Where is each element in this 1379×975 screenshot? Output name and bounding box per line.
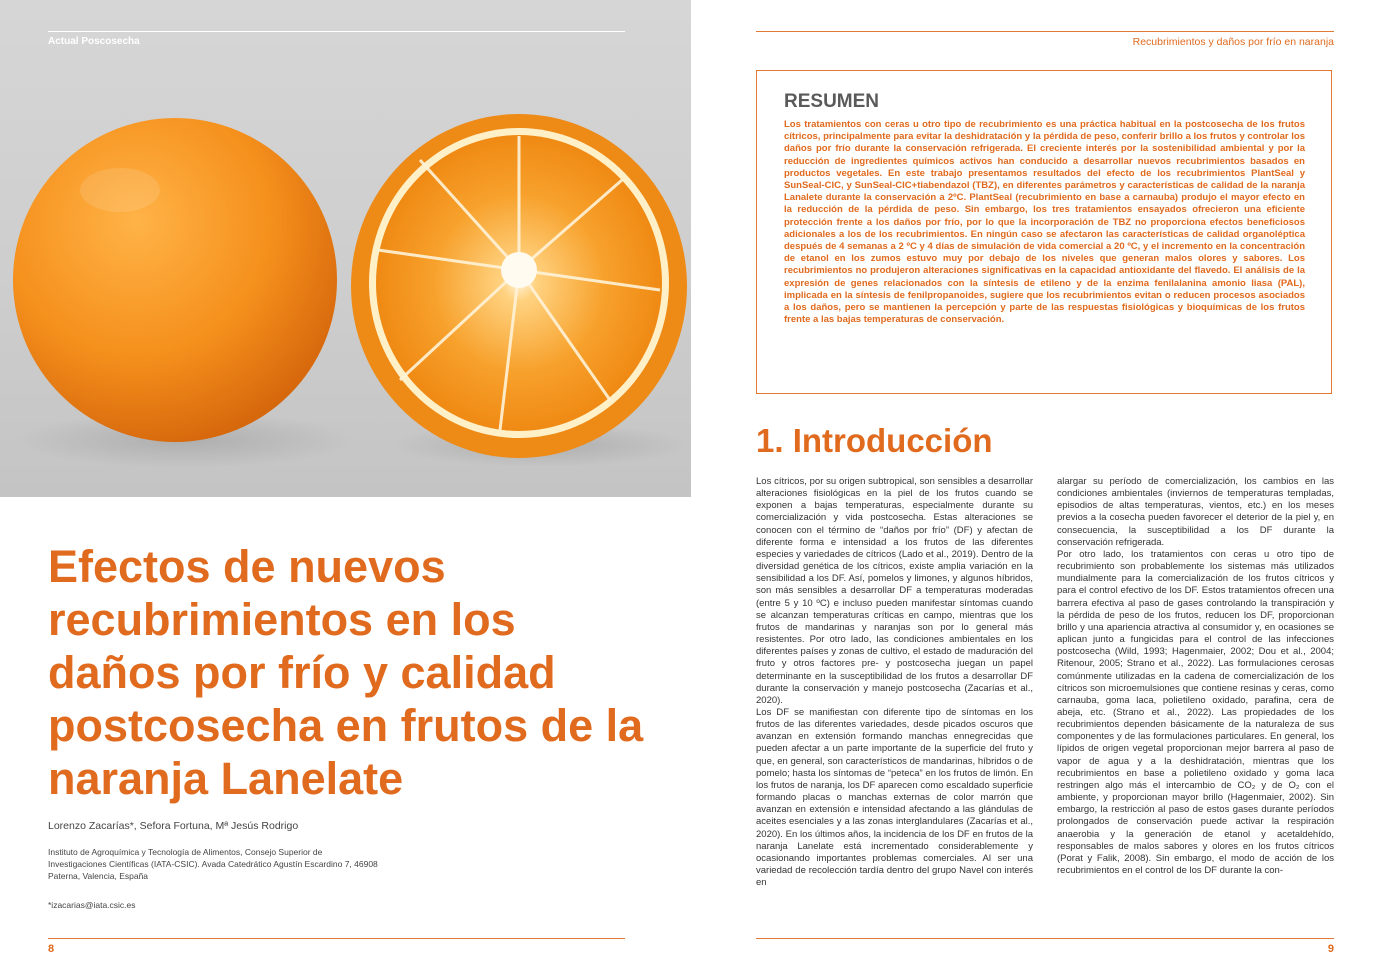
running-header <box>756 31 1334 48</box>
abstract-text: Los tratamientos con ceras u otro tipo de recubrimiento es una práctica habitual en la postcosecha de los frutos cítricos, principalmente para evitar la deshidratación y la pérdida de peso, conferir brillo a los frutos y controlar los daños por frío durante la conservación refrigerada. El creciente interés por la sostenibilidad ambiental y por la reducción de ingredientes químicos activos han conducido a desarrollar nuevos recubrimientos basados en productos vegetales. En este trabajo presentamos resultados del efecto de los recubrimientos PlantSeal y SunSeal-CIC, y SunSeal-CIC+tiabendazol (TBZ), en diferentes parámetros y características de calidad de la naranja Lanalete durante la conservación a 2ºC. PlantSeal (recubrimiento en base a carnauba) produjo el mayor efecto en la reducción de la pérdida de peso. Sin embargo, los tres tratamientos ensayados ofrecieron una eficiente protección frente a los daños por frío, por lo que la incorporación de TBZ no proporciona efectos beneficiosos adicionales a los de los recubrimientos. En ningún caso se afectaron las características de calidad organoléptica después de 4 semanas a 2 ºC y 4 días de simulación de vida comercial a 20 ºC, y el incremento en la concentración de etanol en los zumos estuvo muy por debajo de los niveles que generan malos olores y sabores. Los recubrimientos no produjeron alteraciones significativas en la capacidad antioxidante del flavedo. El análisis de la expresión de genes relacionados con la síntesis de etileno y de la enzima fenilalanina amonio liasa (PAL), implicada en la síntesis de fenilpropanoides, sugiere que los recubrimientos evitan o reducen procesos asociados a los daños, pero se mantienen la percepción y parte de las respuestas fisiológicas y bioquímicas de los frutos frente a las bajas temperaturas de conservación. <box>784 119 1305 326</box>
paragraph: Los DF se manifiestan con diferente tipo de síntomas en los frutos de las diferentes variedades, desde picados oscuros que avanzan en extensión formando manchas ennegrecidas que pueden afectar a un parte importante de la superficie del fruto y que, en general, son característicos de mandarinas, híbridos o de pomelo; hasta los síntomas de “peteca” en los frutos de limón. En los frutos de naranja, los DF aparecen como escaldado superficie formando placas o manchas externas de color marrón que avanzan en extensión e intensidad afectando a las glándulas de aceites esenciales y a las zonas interglandulares (Zacarías et al., 2020). En los últimos años, la incidencia de los DF en frutos de la naranja Lanelate está incrementado considerablemente y ocasionando importantes problemas comerciales. Al ser una variedad de recolección tardía dentro del grupo Navel con interés en <box>756 706 1033 889</box>
footer-rule-right <box>756 938 1334 939</box>
article-title: Efectos de nuevos recubrimientos en los daños por frío y calidad postcosecha en frutos de la naranja Lanelate <box>48 541 644 804</box>
paragraph: Los cítricos, por su origen subtropical, son sensibles a desarrollar alteraciones fisiológicas en la piel de los frutos cuando se exponen a bajas temperaturas, especialmente durante su comercialización y vida postcosecha. Estas alteraciones se conocen con el término de “daños por frío” (DF) y afectan de diferente forma e intensidad a los frutos de las diferentes especies y variedades de cítricos (Lado et al., 2019). Dentro de la diversidad genética de los cítricos, existe amplia variación en la sensibilidad a los DF. Así, pomelos y limones, y algunos híbridos, son más sensibles a desarrollar DF a temperaturas moderadas (entre 5 y 10 ºC) e incluso pueden manifestar síntomas cuando se alcanzan temperaturas críticas en campo, mientras que los frutos de mandarinas y naranjas son por lo general más resistentes. Por otro lado, las condiciones ambientales en los diferentes países y zonas de cultivo, el estado de maduración del fruto y otros factores pre- y postcosecha juegan un papel determinante en la susceptibilidad de los frutos a desarrollar DF durante la conservación y manejo postcosecha (Zacarías et al., 2020). <box>756 476 1033 706</box>
authors: Lorenzo Zacarías*, Sefora Fortuna, Mª Jesús Rodrigo <box>48 820 299 832</box>
running-header-text: Recubrimientos y daños por frío en naranja <box>1132 36 1334 48</box>
section-header-left <box>48 31 625 47</box>
cover-photo-oranges <box>0 0 691 497</box>
abstract-box <box>756 70 1332 394</box>
footer-left <box>48 938 625 955</box>
paragraph: alargar su período de comercialización, los cambios en las condiciones ambientales (inviernos de temperaturas templadas, episodios de altas temperaturas, vientos, etc.) en los meses previos a la cosecha pueden favorecer el deterior de la piel y, en consecuencia, la susceptibilidad a los DF durante la conservación refrigerada. <box>1057 476 1334 548</box>
header-rule-right <box>756 31 1334 32</box>
section-label: Actual Poscosecha <box>48 36 140 47</box>
body-column-2 <box>1057 476 1334 877</box>
whole-orange <box>13 118 337 442</box>
page-number-left: 8 <box>48 943 55 955</box>
header-rule <box>48 31 625 32</box>
footer-right <box>756 938 1334 955</box>
intro-heading: 1. Introducción <box>756 422 993 459</box>
abstract-title: RESUMEN <box>784 91 880 112</box>
half-orange <box>351 114 687 458</box>
paragraph: Por otro lado, los tratamientos con ceras u otro tipo de recubrimiento son probablemente los sistemas más utilizados mundialmente para la comercialización de los frutos cítricos y para el control efectivo de los DF. Estos tratamientos ofrecen una barrera efectiva al paso de gases controlando la transpiración y la pérdida de peso de los frutos, reducen los DF, proporcionan brillo y una apariencia atractiva al consumidor y, en ocasiones se aplican junto a fungicidas para el control de las infecciones postcosecha (Wild, 1993; Hagenmaier, 2002; Dou et al., 2004; Ritenour, 2005; Strano et al., 2022). Las formulaciones cerosas comúnmente utilizadas en la cadena de comercialización de los cítricos son microemulsiones que contiene resinas y ceras, como carnauba, goma laca, polietileno oxidado, parafina, cera de abeja, etc. (Strano et al., 2022). Las propiedades de los recubrimientos dependen básicamente de la naturaleza de sus componentes y de las formulaciones particulares. En general, los lípidos de origen vegetal proporcionan mejor barrera al paso de vapor de agua y a la deshidratación, mientras que los recubrimientos en base a polietileno oxidado y goma laca restringen algo más el intercambio de CO₂ y de O₂ con el ambiente, y proporcionan mayor brillo (Hagenmaier, 2002). Sin embargo, la restricción al paso de estos gases durante períodos prolongados de conservación puede activar la respiración anaerobia y la generación de etanol y acetaldehído, responsables de malos sabores y olores en los frutos cítricos (Porat y Falik, 2008). Sin embargo, el modo de acción de los recubrimientos en el control de los DF durante la con- <box>1057 548 1334 876</box>
contact-email[interactable]: *izacarias@iata.csic.es <box>48 900 136 910</box>
footer-rule <box>48 938 625 939</box>
body-column-1 <box>756 476 1033 889</box>
page-number-right: 9 <box>1327 943 1334 955</box>
affiliation: Instituto de Agroquímica y Tecnología de Alimentos, Consejo Superior de Investigaciones Científicas (IATA-CSIC). Avada Catedrático Agustín Escardino 7, 46908 Paterna, Valencia, España <box>48 847 378 881</box>
oranges-illustration <box>0 0 691 497</box>
